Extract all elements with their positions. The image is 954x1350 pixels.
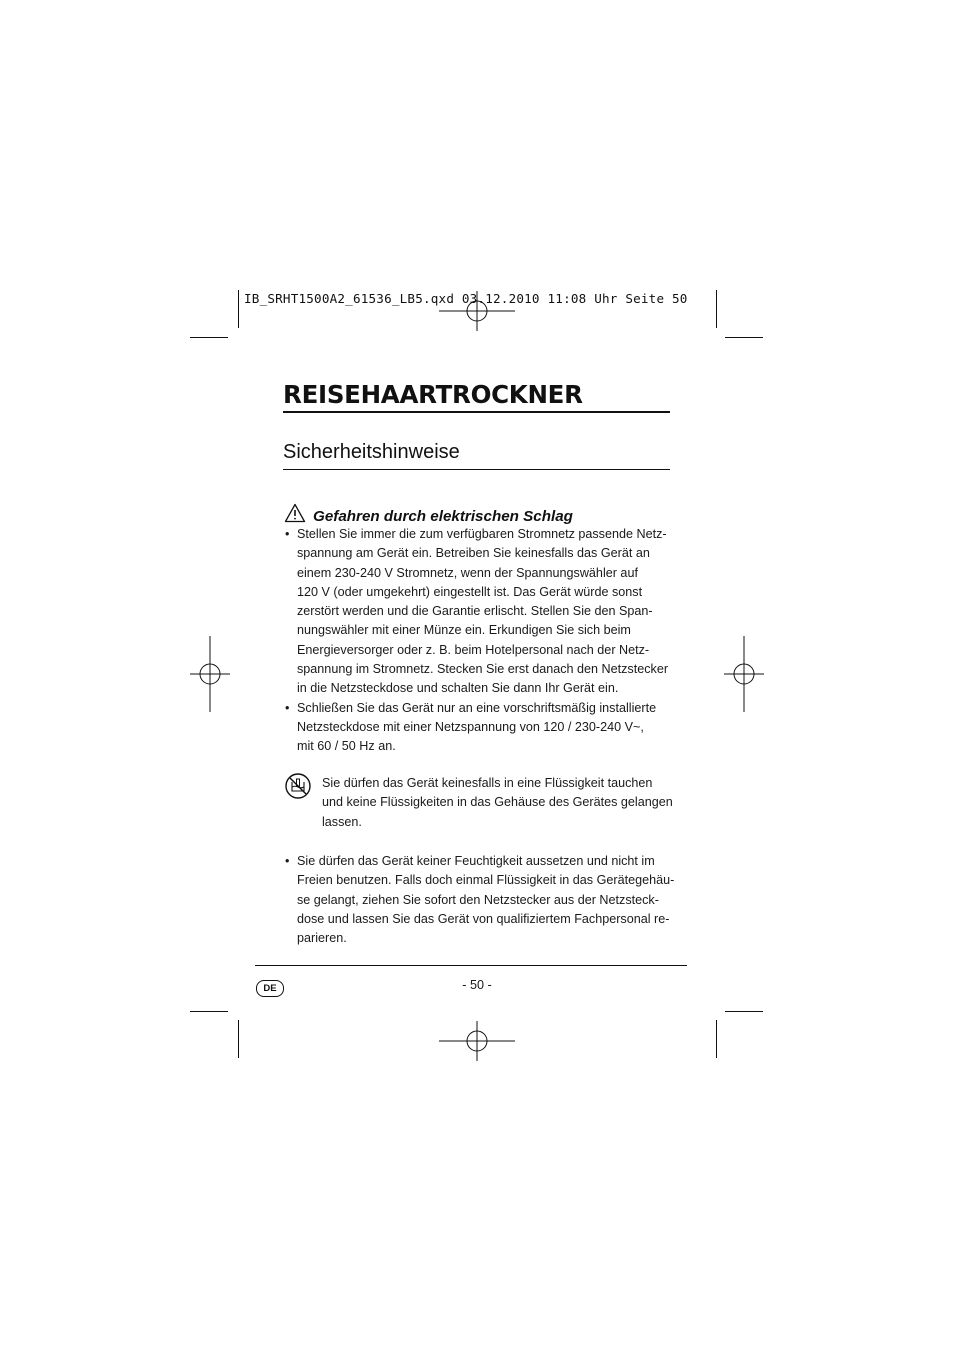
text-line: se gelangt, ziehen Sie sofort den Netzstecker aus der Netzsteck- [297,892,659,907]
warning-heading-row [284,500,573,525]
bullet-list [285,852,675,948]
list-item [285,852,675,948]
crop-mark [716,1020,717,1058]
footer-rule [255,965,687,966]
crop-mark [190,1011,228,1012]
slug-line: IB_SRHT1500A2_61536_LB5.qxd 03.12.2010 11:08 Uhr Seite 50 [244,291,688,306]
no-water-immersion-icon [284,772,312,800]
text-line: einem 230-240 V Stromnetz, wenn der Spannungswähler auf [297,565,638,580]
registration-mark-icon [439,1003,515,1079]
page-title: REISEHAARTROCKNER [283,380,583,409]
crop-mark [190,337,228,338]
text-line: zerstört werden und die Garantie erlischt. Stellen Sie den Span- [297,604,653,619]
section-rule [283,469,670,470]
warning-heading: Gefahren durch elektrischen Schlag [313,508,573,525]
crop-mark [716,290,717,328]
text-line: nungswähler mit einer Münze ein. Erkundigen Sie sich beim [297,623,631,638]
registration-mark-icon [706,636,782,712]
list-item [285,699,675,757]
warning-triangle-icon [284,503,306,523]
text-line: lassen. [322,814,362,829]
text-line: in die Netzsteckdose und schalten Sie dann Ihr Gerät ein. [297,681,619,696]
crop-mark [238,1020,239,1058]
crop-mark [238,290,239,328]
text-line: • Stellen Sie immer die zum verfügbaren Stromnetz passende Netz- [297,527,667,541]
text-line: Sie dürfen das Gerät keinesfalls in eine Flüssigkeit tauchen [322,776,653,790]
title-rule [283,411,670,413]
text-line: Netzsteckdose mit einer Netzspannung von 120 / 230-240 V~, [297,719,644,734]
text-line: Energieversorger oder z. B. beim Hotelpersonal nach der Netz- [297,642,650,657]
text-line: dose und lassen Sie das Gerät von qualifiziertem Fachpersonal re- [297,911,670,926]
text-line: Freien benutzen. Falls doch einmal Flüssigkeit in das Gerätegehäu- [297,873,675,888]
text-line: mit 60 / 50 Hz an. [297,739,396,754]
text-line: und keine Flüssigkeiten in das Gehäuse des Gerätes gelangen [322,795,673,810]
text-line: spannung am Gerät ein. Betreiben Sie keinesfalls das Gerät an [297,546,650,561]
registration-mark-icon [172,636,248,712]
text-line: 120 V (oder umgekehrt) eingestellt ist. Das Gerät würde sonst [297,584,643,599]
language-badge: DE [256,980,284,997]
list-item [285,525,675,699]
text-line: parieren. [297,931,347,946]
note-text [322,774,672,832]
text-line: spannung im Stromnetz. Stecken Sie erst danach den Netzstecker [297,662,669,677]
section-title: Sicherheitshinweise [283,441,460,463]
crop-mark [725,337,763,338]
crop-mark [725,1011,763,1012]
registration-mark-icon [439,273,515,349]
text-line: • Sie dürfen das Gerät keiner Feuchtigkeit aussetzen und nicht im [297,854,655,868]
page-number: - 50 - [462,978,492,992]
bullet-list [285,525,675,757]
text-line: • Schließen Sie das Gerät nur an eine vorschriftsmäßig installierte [297,700,657,715]
